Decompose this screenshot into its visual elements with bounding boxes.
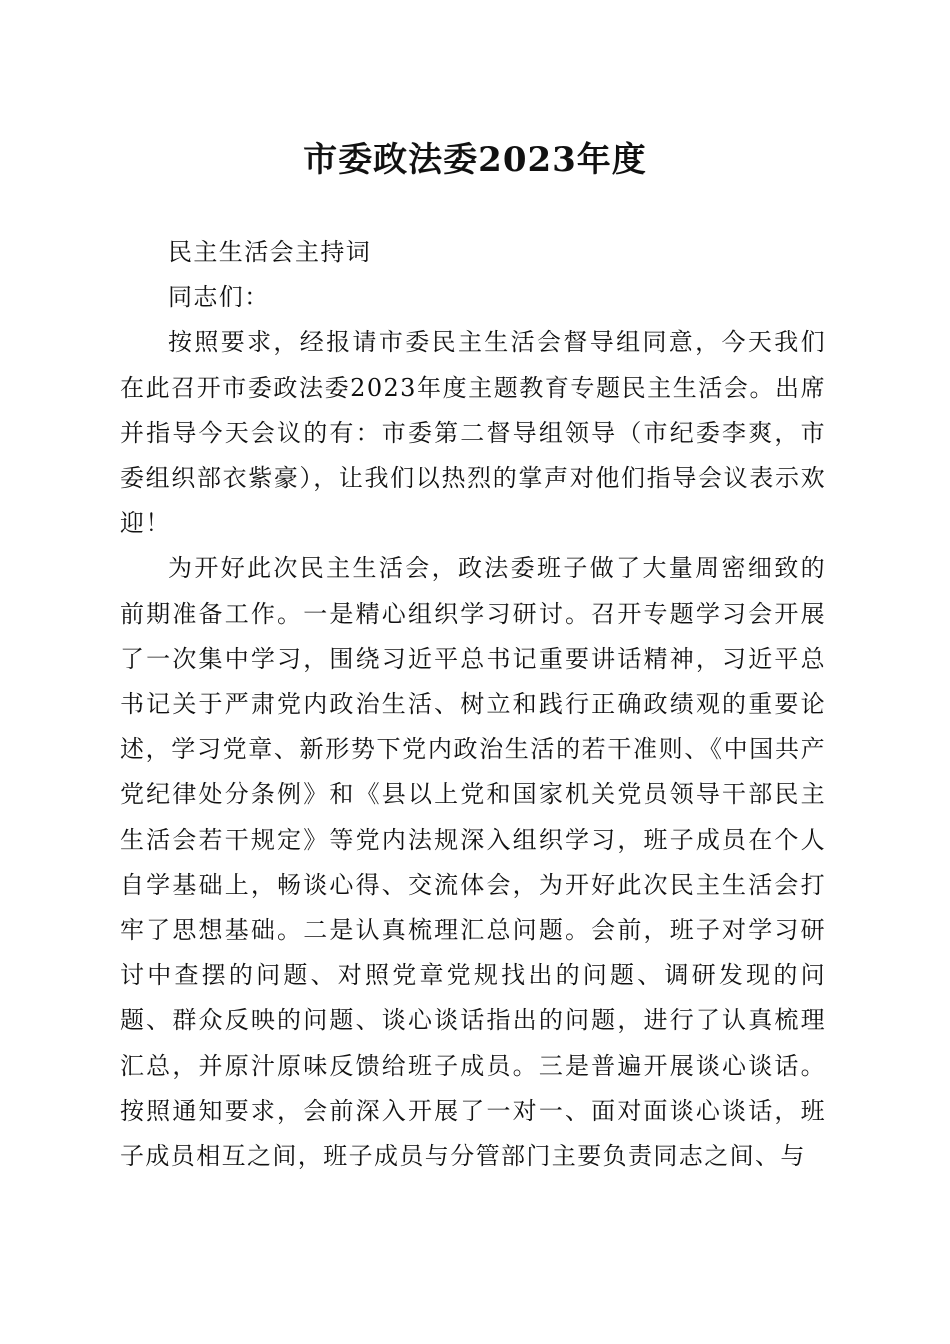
paragraph-opening: 按照要求，经报请市委民主生活会督导组同意，今天我们在此召开市委政法委2023年度主题教育专题民主生活会。出席并指导今天会议的有：市委第二督导组领导（市纪委李爽，市委组织部衣紫豪），让我们以热烈的掌声对他们指导会议表示欢迎！ <box>120 328 826 538</box>
paragraph-preparation: 为开好此次民主生活会，政法委班子做了大量周密细致的前期准备工作。一是精心组织学习研讨。召开专题学习会开展了一次集中学习，围绕习近平总书记重要讲话精神，习近平总书记关于严肃党内政治生活、树立和践行正确政绩观的重要论述，学习党章、新形势下党内政治生活的若干准则、《中国共产党纪律处分条例》和《县以上党和国家机关党员领导干部民主生活会若干规定》等党内法规深入组织学习，班子成员在个人自学基础上，畅谈心得、交流体会，为开好此次民主生活会打牢了思想基础。二是认真梳理汇总问题。会前，班子对学习研讨中查摆的问题、对照党章党规找出的问题、调研发现的问题、群众反映的问题、谈心谈话指出的问题，进行了认真梳理汇总，并原汁原味反馈给班子成员。三是普遍开展谈心谈话。按照通知要求，会前深入开展了一对一、面对面谈心谈话，班子成员相互之间，班子成员与分管部门主要负责同志之间、与 <box>120 554 826 1171</box>
document-title: 市委政法委2023年度 <box>303 140 647 180</box>
document-subtitle: 民主生活会主持词 <box>168 238 372 266</box>
document-greeting: 同志们： <box>168 283 270 312</box>
document-body <box>120 230 826 1179</box>
